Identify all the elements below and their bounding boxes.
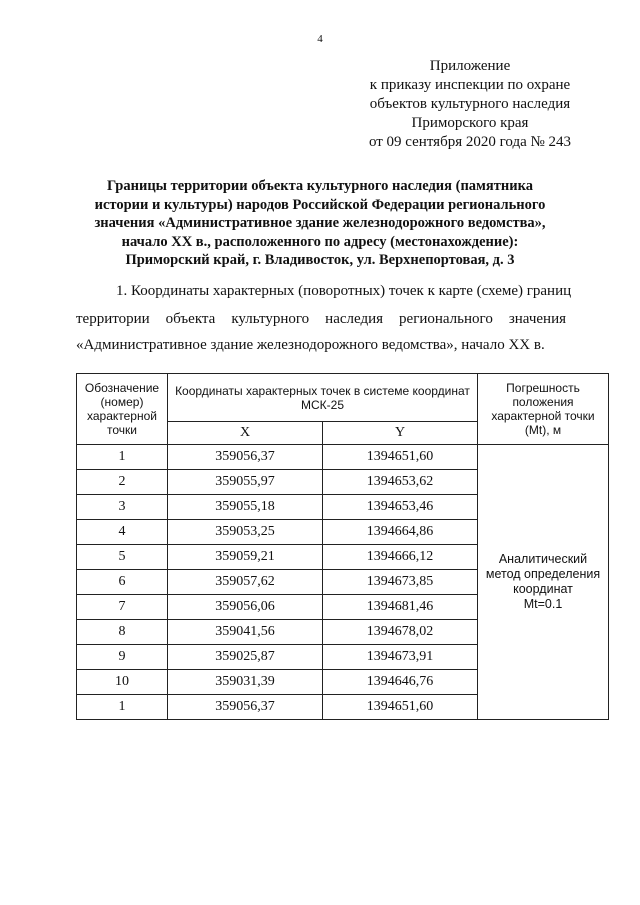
cell-x: 359053,25 — [168, 520, 323, 545]
paragraph-word: наследия — [325, 311, 384, 327]
title-line: начало XX в., расположенного по адресу (местонахождение): — [121, 233, 519, 250]
coordinates-table — [76, 373, 609, 720]
cell-x: 359055,18 — [168, 495, 323, 520]
cell-x: 359031,39 — [168, 670, 323, 695]
appendix-line: от 09 сентября 2020 года № 243 — [368, 134, 572, 150]
cell-y: 1394666,12 — [323, 545, 478, 570]
cell-x: 359025,87 — [168, 645, 323, 670]
cell-y: 1394673,85 — [323, 570, 478, 595]
header-error: Погрешность положения характерной точки (Mt), м — [478, 374, 609, 445]
paragraph-word: культурного — [231, 311, 310, 327]
cell-point: 7 — [77, 595, 168, 620]
cell-x: 359055,97 — [168, 470, 323, 495]
document-title — [70, 177, 570, 270]
cell-x: 359056,37 — [168, 445, 323, 470]
cell-y: 1394678,02 — [323, 620, 478, 645]
cell-point: 1 — [77, 445, 168, 470]
cell-y: 1394646,76 — [323, 670, 478, 695]
page-number: 4 — [317, 33, 323, 45]
paragraph-word: объекта — [165, 311, 216, 327]
cell-point: 1 — [77, 695, 168, 720]
cell-y: 1394653,62 — [323, 470, 478, 495]
cell-y: 1394651,60 — [323, 695, 478, 720]
paragraph-line-3: «Административное здание железнодорожного ведомства», начало XX в. — [76, 337, 545, 353]
paragraph-line-2 — [76, 311, 566, 328]
appendix-line: к приказу инспекции по охране — [369, 77, 571, 93]
cell-x: 359056,06 — [168, 595, 323, 620]
title-line: истории и культуры) народов Российской Федерации регионального — [94, 196, 546, 213]
cell-error-method — [478, 445, 609, 720]
header-x: X — [168, 422, 323, 445]
cell-point: 8 — [77, 620, 168, 645]
error-method-text: Аналитический метод определения координат Mt=0.1 — [485, 552, 601, 611]
paragraph-word: регионального — [399, 311, 493, 327]
cell-x: 359056,37 — [168, 695, 323, 720]
cell-x: 359059,21 — [168, 545, 323, 570]
paragraph-word: значения — [508, 311, 566, 327]
appendix-line: объектов культурного наследия — [369, 96, 571, 112]
cell-x: 359041,56 — [168, 620, 323, 645]
cell-point: 2 — [77, 470, 168, 495]
paragraph-line-1: 1. Координаты характерных (поворотных) точек к карте (схеме) границ — [116, 283, 572, 299]
cell-point: 10 — [77, 670, 168, 695]
table-row — [77, 445, 609, 470]
cell-y: 1394673,91 — [323, 645, 478, 670]
cell-y: 1394651,60 — [323, 445, 478, 470]
appendix-line: Приложение — [429, 58, 511, 74]
cell-point: 3 — [77, 495, 168, 520]
header-point: Обозначение (номер) характерной точки — [77, 374, 168, 445]
header-coordinates: Координаты характерных точек в системе координат МСК-25 — [168, 374, 478, 422]
cell-y: 1394653,46 — [323, 495, 478, 520]
cell-x: 359057,62 — [168, 570, 323, 595]
cell-point: 9 — [77, 645, 168, 670]
cell-y: 1394664,86 — [323, 520, 478, 545]
cell-point: 5 — [77, 545, 168, 570]
title-line: Границы территории объекта культурного наследия (памятника — [106, 178, 533, 194]
cell-point: 4 — [77, 520, 168, 545]
cell-y: 1394681,46 — [323, 595, 478, 620]
appendix-line: Приморского края — [411, 115, 529, 131]
cell-point: 6 — [77, 570, 168, 595]
appendix-header — [330, 57, 610, 152]
title-line: Приморский край, г. Владивосток, ул. Верхнепортовая, д. 3 — [125, 252, 515, 268]
header-y: Y — [323, 422, 478, 445]
title-line: значения «Административное здание железнодорожного ведомства», — [94, 215, 546, 231]
paragraph-word: территории — [76, 311, 150, 327]
